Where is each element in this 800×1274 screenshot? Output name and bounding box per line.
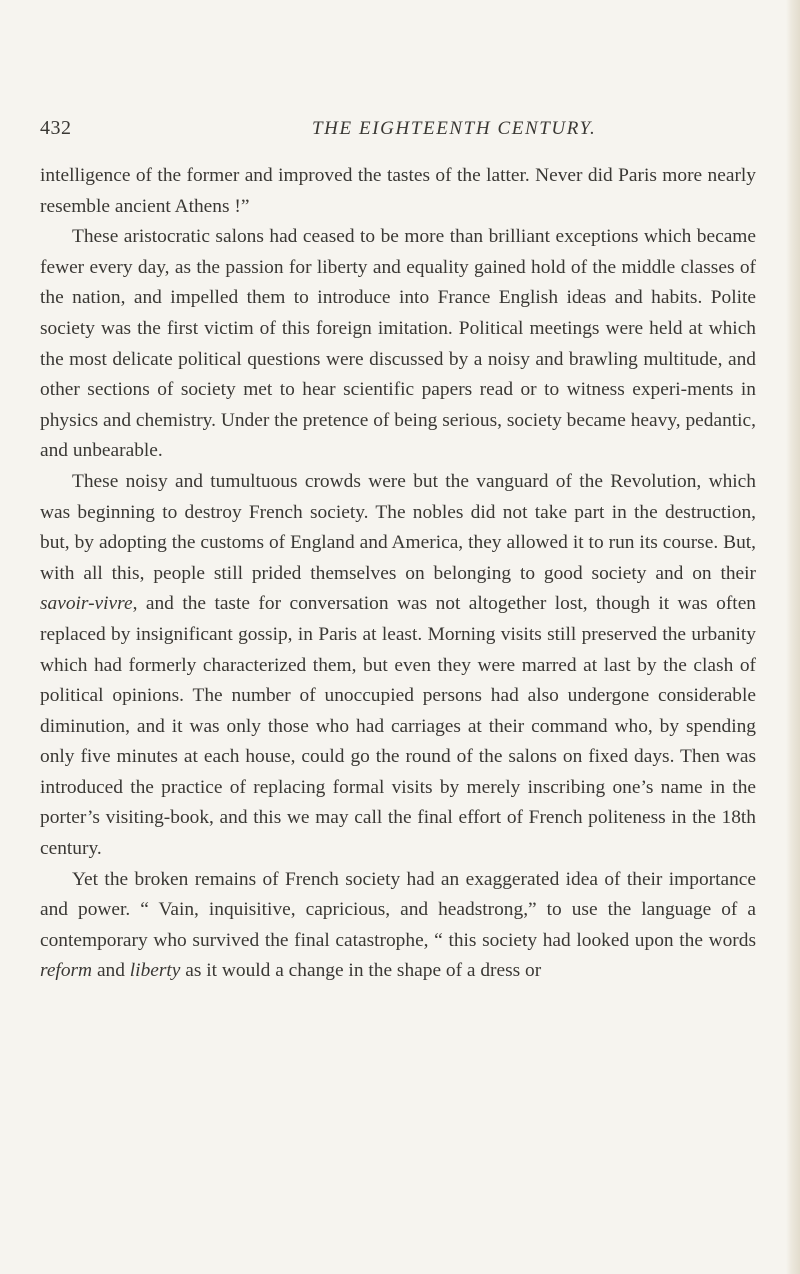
- paragraph-2: These aristocratic salons had ceased to be more than brilliant exceptions which became fewer every day, as the passion for liberty and equality gained hold of the middle classes of the nation, and impelled them to introduce into France English ideas and habits. Polite society was the first victim of this foreign imitation. Political meetings were held at which the most delicate political questions were discussed by a noisy and brawling multitude, and other sections of society met to hear scientific papers read or to witness experi-ments in physics and chemistry. Under the pretence of being serious, society became heavy, pedantic, and unbearable.: [40, 226, 756, 462]
- paragraph-1: intelligence of the former and improved the tastes of the latter. Never did Paris more nearly resemble ancient Athens !”: [40, 165, 756, 217]
- italic-reform: reform: [40, 960, 93, 982]
- page-header: [40, 117, 770, 147]
- paragraph-3-text-b: , and the taste for conversation was not altogether lost, though it was often replaced by insignificant gossip, in Paris at least. Morning visits still preserved the urbanity which had formerly characterized them, but even they were marred at last by the clash of political opinions. The number of unoccupied persons had also undergone considerable diminution, and it was only those who had carriages at their command who, by spending only five minutes at each house, could go the round of the salons on fixed days. Then was introduced the practice of replacing formal visits by merely inscribing one’s name in the porter’s visiting-book, and this we may call the final effort of French politeness in the 18th century.: [40, 593, 756, 860]
- paragraph-3: [40, 467, 756, 865]
- paragraph-4-and: and: [96, 960, 125, 982]
- page-number: 432: [40, 117, 72, 139]
- paragraph-4: [40, 865, 756, 987]
- italic-liberty: liberty: [129, 960, 181, 982]
- paragraph-4-text-b: as it would a change in the shape of a dress or: [185, 960, 542, 982]
- italic-savoir-vivre: savoir-vivre: [40, 593, 133, 615]
- paragraph-4-text-a: Yet the broken remains of French society had an exaggerated idea of their importance and power. “ Vain, inquisitive, capricious, and headstrong,” to use the language of a contemporary who survived the final catastrophe, “ this society had looked upon the words: [40, 868, 756, 951]
- paragraph-3-text-a: These noisy and tumultuous crowds were but the vanguard of the Revolution, which was beginning to destroy French society. The nobles did not take part in the destruction, but, by adopting the customs of England and America, they allowed it to run its course. But, with all this, people still prided themselves on belonging to good society and on their: [40, 470, 756, 584]
- running-title: THE EIGHTEENTH CENTURY.: [312, 118, 597, 139]
- page-edge-shadow: [786, 0, 800, 1274]
- body-text: [40, 161, 756, 987]
